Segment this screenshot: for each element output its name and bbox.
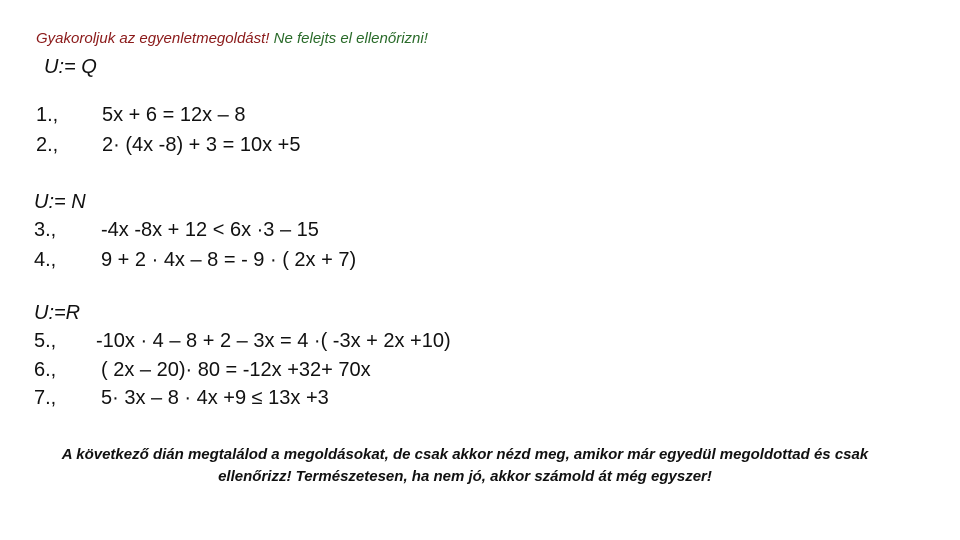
- exercise-number: 6.,: [34, 359, 57, 381]
- exercise-equation: -4x -8x + 12 < 6x ·3 – 15: [101, 219, 319, 241]
- exercise-number: 2.,: [36, 134, 59, 156]
- exercise-number: 3.,: [34, 219, 57, 241]
- intro-check-reminder: Ne felejts el ellenőrizni!: [273, 30, 428, 47]
- section-heading-r: U:=R: [34, 302, 81, 324]
- exercise-equation: 5x + 6 = 12x – 8: [102, 104, 246, 126]
- exercise-number: 4.,: [34, 249, 57, 271]
- exercise-number: 5.,: [34, 330, 57, 352]
- exercise-equation: 2· (4x -8) + 3 = 10x +5: [102, 134, 301, 156]
- intro-practice-text: Gyakoroljuk az egyenletmegoldást!: [36, 30, 270, 47]
- solution-note: A következő dián megtalálod a megoldásokat, de csak akkor nézd meg, amikor már egyedül megoldottad és csak ellenőrizz! Természetesen, ha nem jó, akkor számold át még egyszer!: [61, 446, 869, 485]
- exercise-equation: -10x · 4 – 8 + 2 – 3x = 4 ·( -3x + 2x +10): [96, 330, 451, 352]
- exercise-number: 7.,: [34, 387, 57, 409]
- exercise-equation: 9 + 2 · 4x – 8 = - 9 · ( 2x + 7): [101, 249, 357, 271]
- exercise-equation: 5· 3x – 8 · 4x +9 ≤ 13x +3: [101, 387, 329, 409]
- section-heading-q: U:= Q: [44, 56, 97, 78]
- section-heading-n: U:= N: [34, 191, 86, 213]
- exercise-number: 1.,: [36, 104, 59, 126]
- intro-line: [36, 30, 428, 47]
- exercise-equation: ( 2x – 20)· 80 = -12x +32+ 70x: [101, 359, 371, 381]
